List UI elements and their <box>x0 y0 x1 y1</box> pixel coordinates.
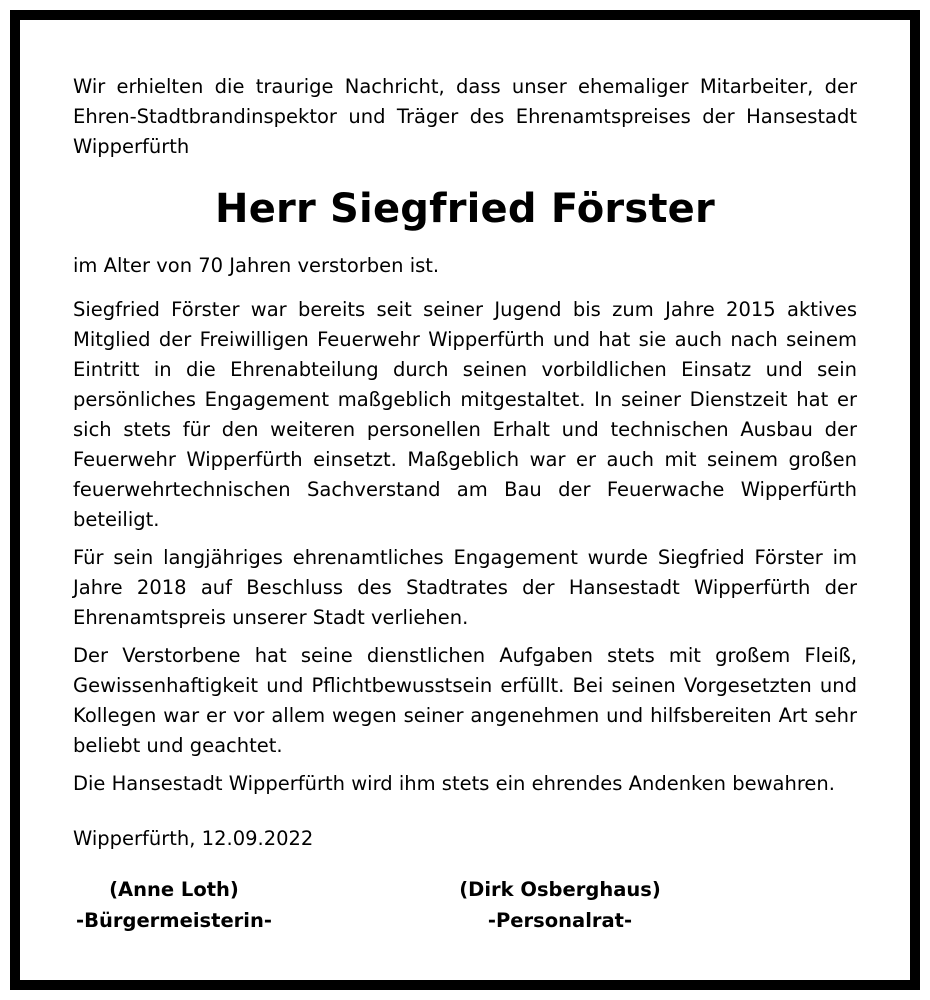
signatory-role: -Personalrat- <box>487 909 633 932</box>
remembrance-paragraph: Die Hansestadt Wipperfürth wird ihm stets ein ehrendes Andenken bewahren. <box>73 772 835 795</box>
place-date: Wipperfürth, 12.09.2022 <box>73 827 314 850</box>
signatory-name: (Dirk Osberghaus) <box>459 878 661 901</box>
signatory-staff-council <box>453 874 667 936</box>
obituary-border-frame <box>10 10 920 990</box>
intro-paragraph: Wir erhielten die traurige Nachricht, dass unser ehemaliger Mitarbeiter, der Ehren-Stadtbrandinspektor und Träger des Ehrenamtspreises der Hansestadt Wipperfürth <box>73 75 857 158</box>
biography-paragraph: Siegfried Förster war bereits seit seiner Jugend bis zum Jahre 2015 aktives Mitglied der Freiwilligen Feuerwehr Wipperfürth und hat sie auch nach seinem Eintritt in die Ehrenabteilung durch seinen vorbildlichen Einsatz und sein persönliches Engagement maßgeblich mitgestaltet. In seiner Dienstzeit hat er sich stets für den weiteren personellen Erhalt und technischen Ausbau der Feuerwehr Wipperfürth einsetzt. Maßgeblich war er auch mit seinem großen feuerwehrtechnischen Sachverstand am Bau der Feuerwache Wipperfürth beteiligt. <box>73 298 857 531</box>
signatory-mayor <box>73 874 275 936</box>
signature-block <box>73 874 857 938</box>
award-paragraph: Für sein langjähriges ehrenamtliches Engagement wurde Siegfried Förster im Jahre 2018 auf Beschluss des Stadtrates der Hansestadt Wipperfürth der Ehrenamtspreis unserer Stadt verliehen. <box>73 546 857 629</box>
deceased-name-heading: Herr Siegfried Förster <box>215 186 715 232</box>
signatory-role: -Bürgermeisterin- <box>76 909 272 932</box>
obituary-content <box>73 70 857 938</box>
age-line: im Alter von 70 Jahren verstorben ist. <box>73 254 440 277</box>
signatory-name: (Anne Loth) <box>109 878 239 901</box>
service-paragraph: Der Verstorbene hat seine dienstlichen Aufgaben stets mit großem Fleiß, Gewissenhaftigkeit und Pflichtbewusstsein erfüllt. Bei seinen Vorgesetzten und Kollegen war er vor allem wegen seiner angenehmen und hilfsbereiten Art sehr beliebt und geachtet. <box>73 644 857 757</box>
